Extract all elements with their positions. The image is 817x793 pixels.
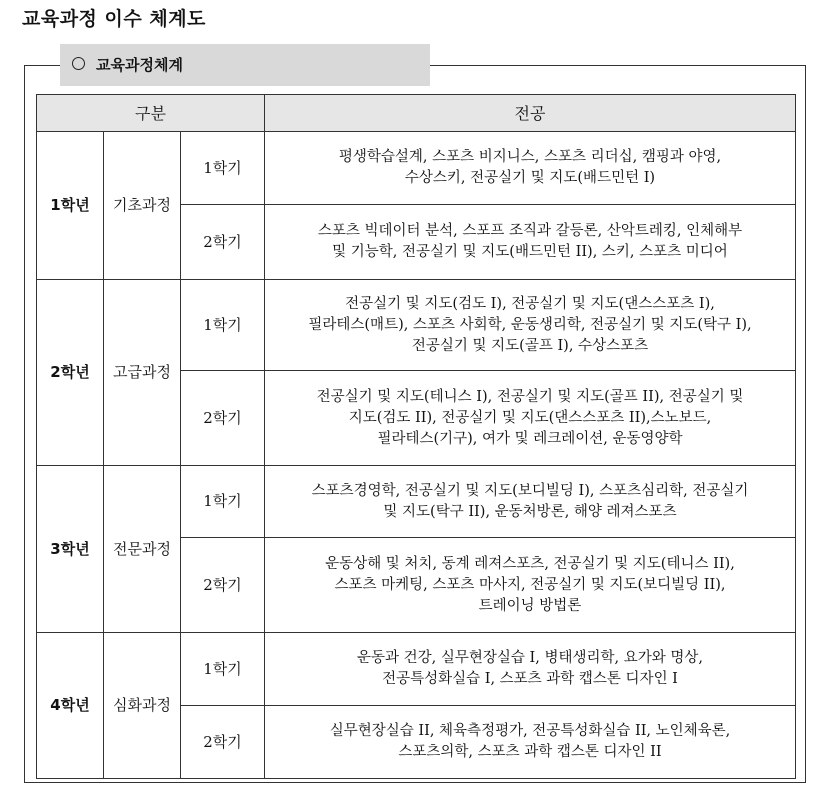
table-row xyxy=(37,633,796,706)
course-line: 운동상해 및 처치, 동계 레져스포츠, 전공실기 및 지도(테니스 II), xyxy=(325,555,735,572)
course-line: 스포츠 빅데이터 분석, 스포프 조직과 갈등론, 산악트레킹, 인체해부 xyxy=(317,223,743,239)
course-line: 수상스키, 전공실기 및 지도(배드민턴 I) xyxy=(404,170,656,186)
major-courses-cell xyxy=(265,538,796,633)
course-line: 필라테스(매트), 스포츠 사회학, 운동생리학, 전공실기 및 지도(탁구 I), xyxy=(308,316,752,333)
table-row xyxy=(37,466,796,538)
header-category: 구분 xyxy=(37,95,265,132)
year-cell: 1학년 xyxy=(37,132,104,280)
section-tab xyxy=(60,44,430,86)
major-courses-cell xyxy=(265,371,796,466)
curriculum-table xyxy=(36,94,796,779)
course-line: 및 기능학, 전공실기 및 지도(배드민턴 II), 스키, 스포츠 미디어 xyxy=(332,244,728,260)
course-line: 전공실기 및 지도(검도 I), 전공실기 및 지도(댄스스포츠 I), xyxy=(345,295,715,312)
major-courses-cell xyxy=(265,132,796,205)
table-header-row xyxy=(37,95,796,132)
course-line: 평생학습설계, 스포츠 비지니스, 스포츠 리더십, 캠핑과 야영, xyxy=(338,149,722,165)
course-cell: 기초과정 xyxy=(104,132,181,280)
course-line: 실무현장실습 II, 체육측정평가, 전공특성화실습 II, 노인체육론, xyxy=(329,723,731,739)
circle-bullet-icon xyxy=(72,57,85,70)
course-cell: 고급과정 xyxy=(104,280,181,466)
section-label: 교육과정체계 xyxy=(96,56,183,74)
table-row xyxy=(37,280,796,371)
year-cell: 2학년 xyxy=(37,280,104,466)
course-line: 스포츠 마케팅, 스포츠 마사지, 전공실기 및 지도(보디빌딩 II), xyxy=(334,576,726,593)
semester-cell: 2학기 xyxy=(181,205,265,280)
course-line: 스포츠의학, 스포츠 과학 캡스톤 디자인 II xyxy=(398,744,662,760)
major-courses-cell xyxy=(265,706,796,779)
major-courses-cell xyxy=(265,633,796,706)
course-line: 전공실기 및 지도(테니스 I), 전공실기 및 지도(골프 II), 전공실기 및 xyxy=(316,388,744,405)
major-courses-cell xyxy=(265,466,796,538)
course-cell: 심화과정 xyxy=(104,633,181,779)
semester-cell: 1학기 xyxy=(181,132,265,205)
semester-cell: 2학기 xyxy=(181,371,265,466)
semester-cell: 1학기 xyxy=(181,466,265,538)
course-line: 운동과 건강, 실무현장실습 I, 병태생리학, 요가와 명상, xyxy=(357,650,703,666)
document-title: 교육과정 이수 체계도 xyxy=(22,8,206,30)
course-line: 필라테스(기구), 여가 및 레크레이션, 운동영양학 xyxy=(377,430,683,447)
semester-cell: 1학기 xyxy=(181,280,265,371)
major-courses-cell xyxy=(265,205,796,280)
course-line: 및 지도(탁구 II), 운동처방론, 해양 레져스포츠 xyxy=(383,503,677,520)
semester-cell: 1학기 xyxy=(181,633,265,706)
course-cell: 전문과정 xyxy=(104,466,181,633)
header-major: 전공 xyxy=(265,95,796,132)
course-line: 트레이닝 방법론 xyxy=(478,597,582,614)
year-cell: 4학년 xyxy=(37,633,104,779)
major-courses-cell xyxy=(265,280,796,371)
year-cell: 3학년 xyxy=(37,466,104,633)
table-row xyxy=(37,132,796,205)
semester-cell: 2학기 xyxy=(181,706,265,779)
semester-cell: 2학기 xyxy=(181,538,265,633)
course-line: 스포츠경영학, 전공실기 및 지도(보디빌딩 I), 스포츠심리학, 전공실기 xyxy=(311,482,749,499)
course-line: 전공특성화실습 I, 스포츠 과학 캡스톤 디자인 I xyxy=(382,671,678,687)
course-line: 전공실기 및 지도(골프 I), 수상스포츠 xyxy=(411,337,649,354)
course-line: 지도(검도 II), 전공실기 및 지도(댄스스포츠 II),스노보드, xyxy=(348,409,712,426)
